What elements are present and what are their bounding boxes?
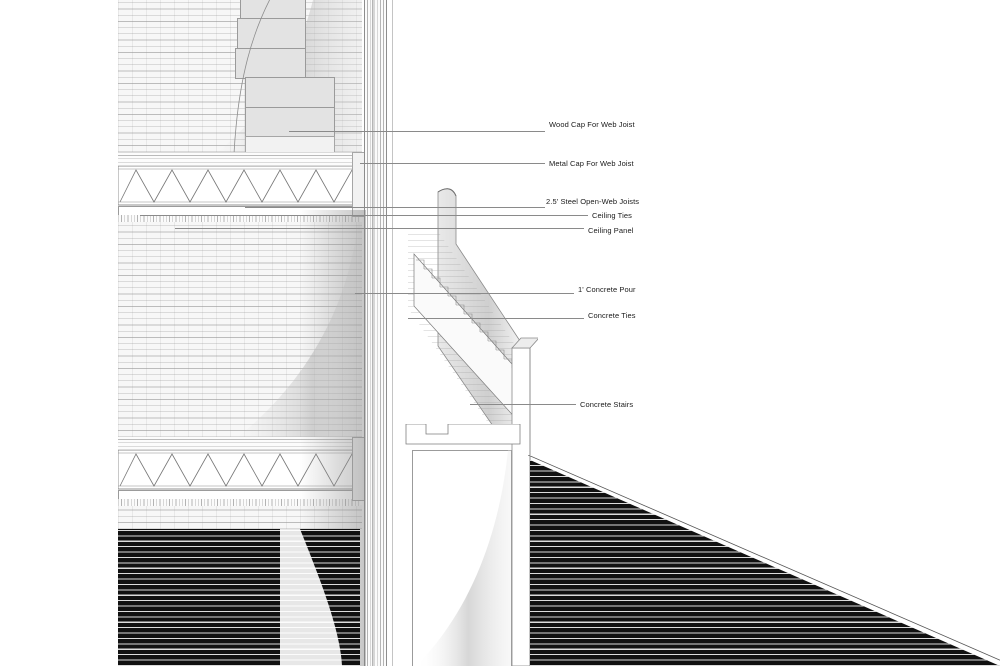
- panel-curve-edge: [228, 0, 278, 156]
- core-wall-line-inner: [372, 0, 373, 666]
- lower-shaft-shadow: [412, 450, 511, 666]
- core-wall-outer-right: [392, 0, 393, 666]
- core-wall-line-right: [386, 0, 387, 666]
- leader-ceiling-panel: [175, 228, 584, 229]
- joist-band-upper-hatch: [118, 152, 360, 166]
- ground-hatch-left-slope: [280, 529, 365, 666]
- leader-ceiling-ties: [140, 215, 588, 216]
- annotation-wood-cap-for-web-joist: Wood Cap For Web Joist: [549, 120, 635, 129]
- core-wall-line-inner-2: [380, 0, 381, 666]
- annotation-steel-open-web-joists: 2.5' Steel Open-Web Joists: [546, 197, 640, 206]
- annotation-concrete-stairs: Concrete Stairs: [580, 400, 634, 409]
- ground-hatch-right-edge: [528, 455, 1000, 666]
- leader-concrete-pour: [355, 293, 574, 294]
- annotation-metal-cap-for-web-joist: Metal Cap For Web Joist: [549, 159, 634, 168]
- steel-open-web-joist-upper: [118, 166, 362, 206]
- annotation-ceiling-ties: Ceiling Ties: [592, 211, 632, 220]
- annotation-ceiling-panel: Ceiling Panel: [588, 226, 634, 235]
- leader-metal-cap: [360, 163, 545, 164]
- leader-concrete-stairs: [470, 404, 576, 405]
- leader-wood-cap: [289, 131, 545, 132]
- leader-steel-joists: [245, 207, 545, 208]
- annotation-concrete-pour: 1' Concrete Pour: [578, 285, 636, 294]
- core-wall-vertical-hatch: [364, 0, 386, 666]
- leader-concrete-ties: [408, 318, 584, 319]
- annotation-concrete-ties: Concrete Ties: [588, 311, 636, 320]
